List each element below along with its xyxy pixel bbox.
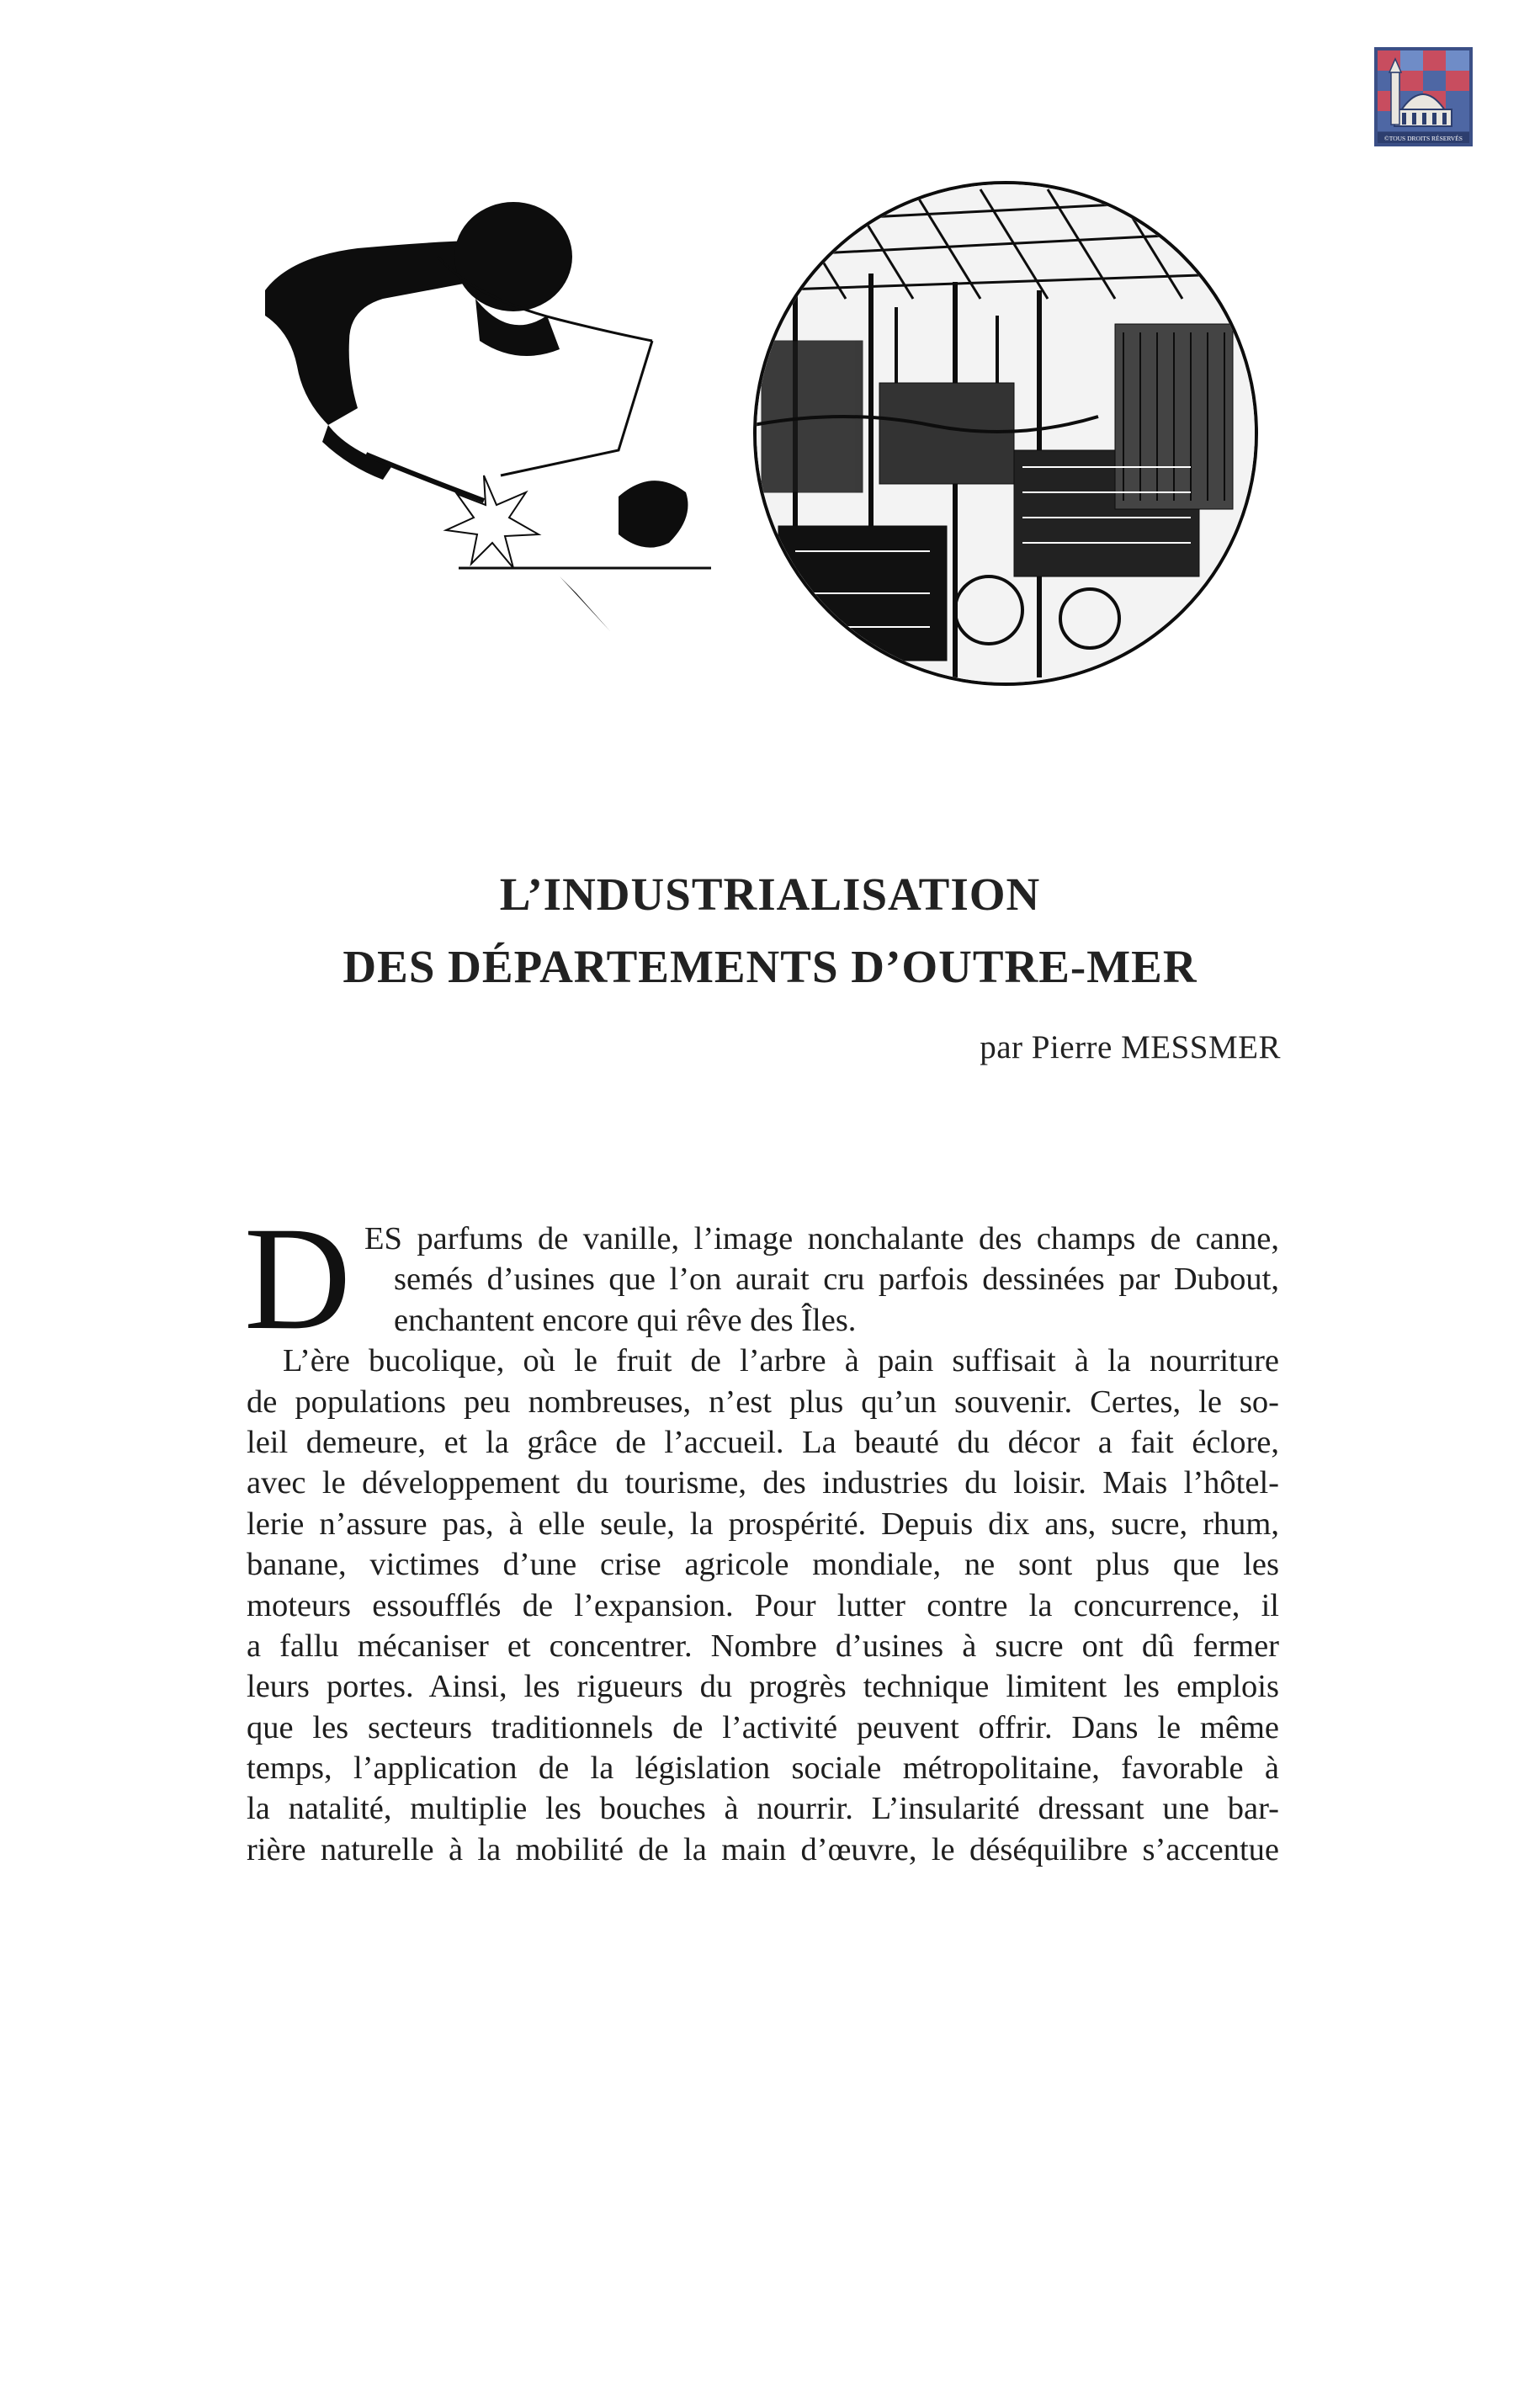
body-line: ES parfums de vanille, l’image nonchalante des champs de canne, — [364, 1221, 1279, 1256]
drop-cap: D — [244, 1197, 352, 1361]
body-line: de populations peu nombreuses, n’est plus qu’un souvenir. Certes, le so- — [247, 1384, 1279, 1420]
body-line: L’ère bucolique, où le fruit de l’arbre à pain suffisait à la nourriture — [283, 1343, 1279, 1379]
logo-lettering: ©TOUS DROITS RÉSERVÉS — [1384, 135, 1463, 142]
article-illustration — [257, 173, 1267, 694]
worker-welding-drawing — [265, 202, 711, 631]
body-line: leil demeure, et la grâce de l’accueil. La beauté du décor a fait éclore, — [247, 1424, 1279, 1460]
article-title — [0, 858, 1540, 1003]
title-line-2: DES DÉPARTEMENTS D’OUTRE-MER — [343, 941, 1197, 992]
body-line: leurs portes. Ainsi, les rigueurs du progrès technique limitent les emplois — [247, 1669, 1279, 1705]
body-line: rière naturelle à la mobilité de la main d’œuvre, le déséquilibre s’accentue — [247, 1831, 1279, 1867]
copyright-seal-logo — [1374, 47, 1473, 146]
body-line: banane, victimes d’une crise agricole mondiale, ne sont plus que les — [247, 1547, 1279, 1583]
body-line: temps, l’application de la législation sociale métropolitaine, favorable à — [247, 1750, 1279, 1787]
body-line: enchantent encore qui rêve des Îles. — [394, 1302, 857, 1338]
body-line: semés d’usines que l’on aurait cru parfois dessinées par Dubout, — [394, 1262, 1279, 1298]
body-line: lerie n’assure pas, à elle seule, la prospérité. Depuis dix ans, sucre, rhum, — [247, 1506, 1279, 1542]
body-line: que les secteurs traditionnels de l’activité peuvent offrir. Dans le même — [247, 1709, 1279, 1745]
article-body — [244, 1197, 1279, 1870]
body-line: moteurs essoufflés de l’expansion. Pour lutter contre la concurrence, il — [247, 1587, 1279, 1623]
body-line: a fallu mécaniser et concentrer. Nombre d’usines à sucre ont dû fermer — [247, 1628, 1279, 1664]
title-line-1: L’INDUSTRIALISATION — [499, 868, 1041, 920]
factory-interior-circle-drawing — [728, 181, 1267, 686]
body-line: avec le développement du tourisme, des industries du loisir. Mais l’hôtel- — [247, 1465, 1279, 1501]
body-line: la natalité, multiplie les bouches à nourrir. L’insularité dressant une bar- — [247, 1791, 1279, 1827]
author-byline: par Pierre MESSMER — [980, 1029, 1281, 1065]
